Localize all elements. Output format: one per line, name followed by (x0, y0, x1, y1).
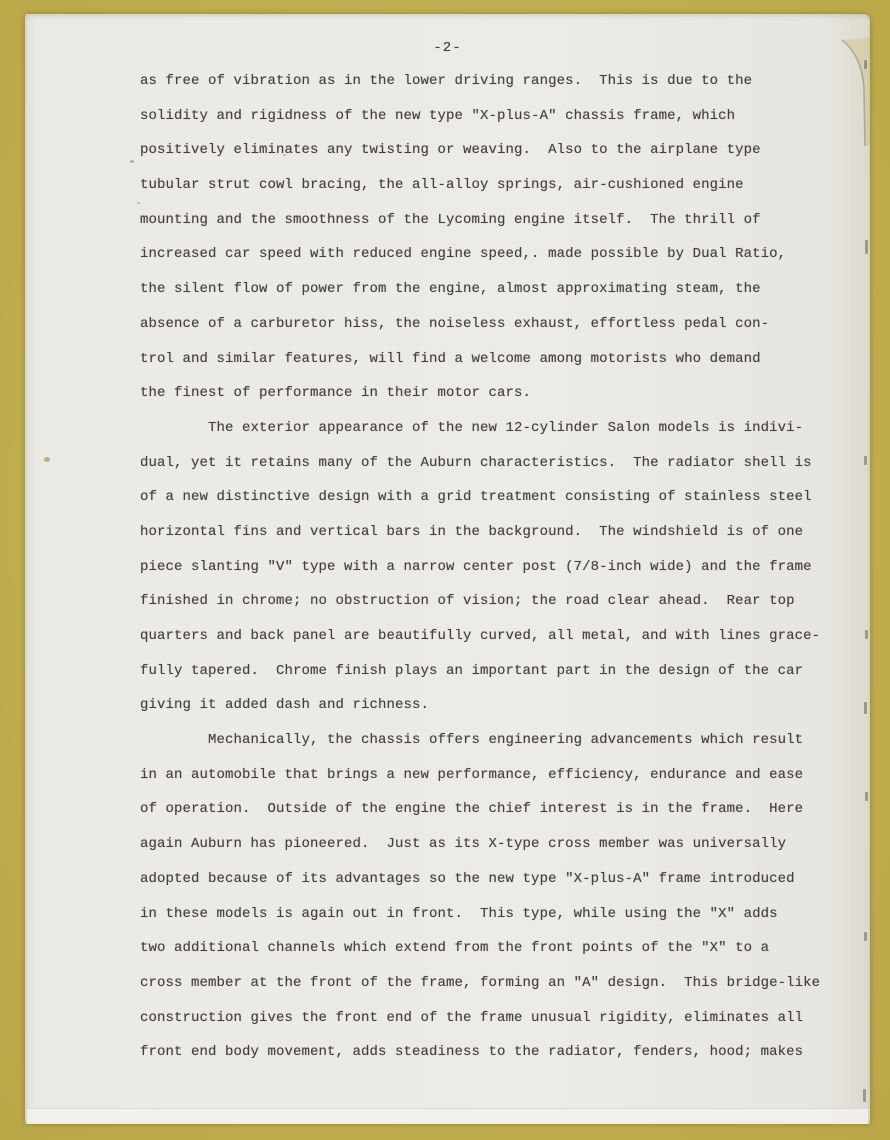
paper-speck (137, 202, 140, 204)
scan-mark (865, 630, 868, 639)
text-line: dual, yet it retains many of the Auburn characteristics. The radiator shell is (140, 454, 812, 471)
text-line: the silent flow of power from the engine, almost approximating steam, the (140, 281, 761, 298)
paper-stain (44, 457, 50, 462)
text-line: cross member at the front of the frame, forming an "A" design. This bridge-like (140, 974, 821, 991)
text-line: again Auburn has pioneered. Just as its X-type cross member was universally (140, 836, 787, 853)
text-line: construction gives the front end of the frame unusual rigidity, eliminates all (140, 1009, 804, 1026)
text-line: trol and similar features, will find a welcome among motorists who demand (140, 350, 761, 367)
text-line: increased car speed with reduced engine speed,. made possible by Dual Ratio, (140, 246, 787, 263)
text-line: as free of vibration as in the lower driving ranges. This is due to the (140, 73, 753, 89)
text-line: in an automobile that brings a new performance, efficiency, endurance and ease (140, 766, 804, 783)
scan-mark (865, 792, 868, 801)
text-line: Mechanically, the chassis offers engineering advancements which result (140, 732, 804, 749)
paper-speck (283, 154, 286, 156)
text-line: finished in chrome; no obstruction of vision; the road clear ahead. Rear top (140, 593, 795, 610)
document-body-text (140, 64, 840, 1070)
text-line: quarters and back panel are beautifully curved, all metal, and with lines grace- (140, 628, 821, 644)
document-page (25, 14, 870, 1124)
text-line: piece slanting "V" type with a narrow center post (7/8-inch wide) and the frame (140, 558, 812, 575)
text-line: absence of a carburetor hiss, the noiseless exhaust, effortless pedal con- (140, 315, 770, 332)
text-line: in these models is again out in front. This type, while using the "X" adds (140, 905, 778, 922)
scan-mark (864, 60, 867, 69)
text-line: of a new distinctive design with a grid treatment consisting of stainless steel (140, 489, 812, 506)
text-line: mounting and the smoothness of the Lycoming engine itself. The thrill of (140, 211, 761, 228)
paper-speck (130, 160, 134, 163)
text-line: tubular strut cowl bracing, the all-alloy springs, air-cushioned engine (140, 177, 744, 194)
text-line: two additional channels which extend from the front points of the "X" to a (140, 940, 770, 957)
text-line: adopted because of its advantages so the new type "X-plus-A" frame introduced (140, 870, 795, 887)
text-line: The exterior appearance of the new 12-cylinder Salon models is indivi- (140, 419, 804, 436)
paper-bottom-edge (27, 1108, 868, 1124)
text-line: the finest of performance in their motor cars. (140, 385, 532, 402)
scan-mark (864, 456, 867, 465)
text-line: solidity and rigidness of the new type "X-plus-A" chassis frame, which (140, 107, 736, 124)
page-number: -2- (433, 40, 462, 56)
scan-mark (864, 702, 867, 714)
text-line: of operation. Outside of the engine the chief interest is in the frame. Here (140, 801, 804, 818)
scan-mark (865, 240, 868, 254)
text-line: front end body movement, adds steadiness to the radiator, fenders, hood; makes (140, 1044, 804, 1061)
scan-mark (863, 1089, 866, 1102)
paper-speck (287, 182, 290, 184)
scan-mark (864, 932, 867, 941)
text-line: positively eliminates any twisting or weaving. Also to the airplane type (140, 142, 761, 159)
text-line: giving it added dash and richness. (140, 697, 430, 714)
text-line: fully tapered. Chrome finish plays an important part in the design of the car (140, 662, 804, 679)
text-line: horizontal fins and vertical bars in the background. The windshield is of one (140, 523, 804, 540)
